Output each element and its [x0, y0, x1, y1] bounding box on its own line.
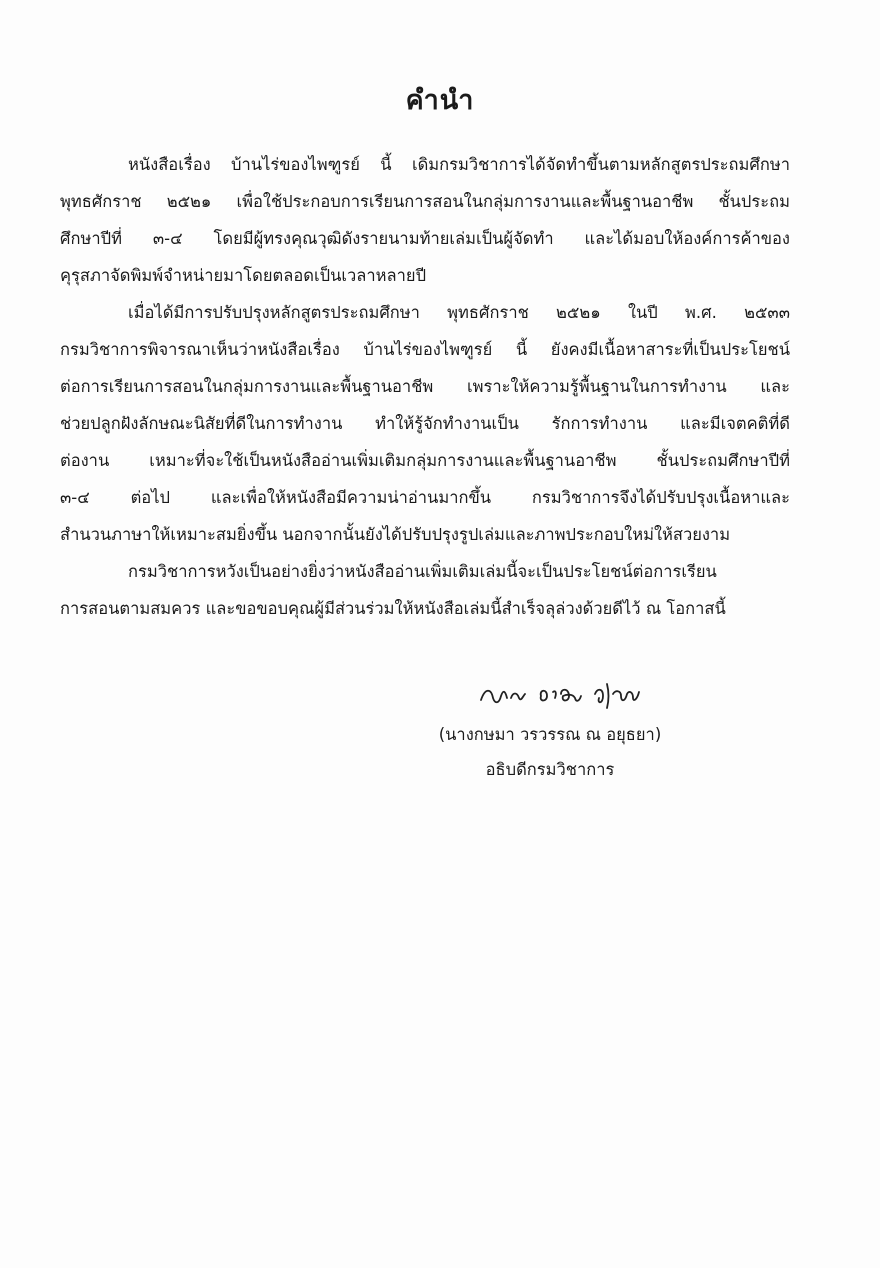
- text-line: คุรุสภาจัดพิมพ์จำหน่ายมาโดยตลอดเป็นเวลาหลายปี: [60, 266, 427, 285]
- signer-title: อธิบดีกรมวิชาการ: [485, 760, 615, 779]
- signer-name: (นางกษมา วรวรรณ ณ อยุธยา): [438, 725, 662, 744]
- text-line: ช่วยปลูกฝังลักษณะนิสัยที่ดีในการทำงาน ทำให้รู้จักทำงานเป็น รักการทำงาน และมีเจตคติที่ดี: [60, 414, 790, 433]
- text-line: ศึกษาปีที่ ๓-๔ โดยมีผู้ทรงคุณวุฒิดังรายนามท้ายเล่มเป็นผู้จัดทำ และได้มอบให้องค์การค้าของ: [60, 229, 790, 248]
- foreword-body: [60, 146, 790, 627]
- text-line: ๓-๔ ต่อไป และเพื่อให้หนังสือมีความน่าอ่านมากขึ้น กรมวิชาการจึงได้ปรับปรุงเนื้อหาและ: [60, 488, 790, 507]
- text-line: ต่อการเรียนการสอนในกลุ่มการงานและพื้นฐานอาชีพ เพราะให้ความรู้พื้นฐานในการทำงาน และ: [60, 377, 790, 396]
- text-line: กรมวิชาการหวังเป็นอย่างยิ่งว่าหนังสืออ่านเพิ่มเติมเล่มนี้จะเป็นประโยชน์ต่อการเรียน: [128, 562, 717, 581]
- page-title: คำนำ: [405, 85, 475, 116]
- text-line: สำนวนภาษาให้เหมาะสมยิ่งขึ้น นอกจากนั้นยังได้ปรับปรุงรูปเล่มและภาพประกอบใหม่ให้สวยงาม: [60, 525, 731, 544]
- text-line: หนังสือเรื่อง บ้านไร่ของไพฑูรย์ นี้ เดิมกรมวิชาการได้จัดทำขึ้นตามหลักสูตรประถมศึกษา: [128, 155, 790, 174]
- text-line: เมื่อได้มีการปรับปรุงหลักสูตรประถมศึกษา พุทธศักราช ๒๕๒๑ ในปี พ.ศ. ๒๕๓๓: [128, 303, 790, 322]
- text-line: กรมวิชาการพิจารณาเห็นว่าหนังสือเรื่อง บ้านไร่ของไพฑูรย์ นี้ ยังคงมีเนื้อหาสาระที่เป็นประโยชน์: [60, 340, 790, 359]
- text-line: การสอนตามสมควร และขอขอบคุณผู้มีส่วนร่วมให้หนังสือเล่มนี้สำเร็จลุล่วงด้วยดีไว้ ณ โอกาสนี้: [60, 599, 726, 618]
- text-line: พุทธศักราช ๒๕๒๑ เพื่อใช้ประกอบการเรียนการสอนในกลุ่มการงานและพื้นฐานอาชีพ ชั้นประถม: [60, 192, 790, 211]
- handwritten-signature: [475, 674, 655, 710]
- text-line: ต่องาน เหมาะที่จะใช้เป็นหนังสืออ่านเพิ่มเติมกลุ่มการงานและพื้นฐานอาชีพ ชั้นประถมศึกษาปีที่: [60, 451, 790, 470]
